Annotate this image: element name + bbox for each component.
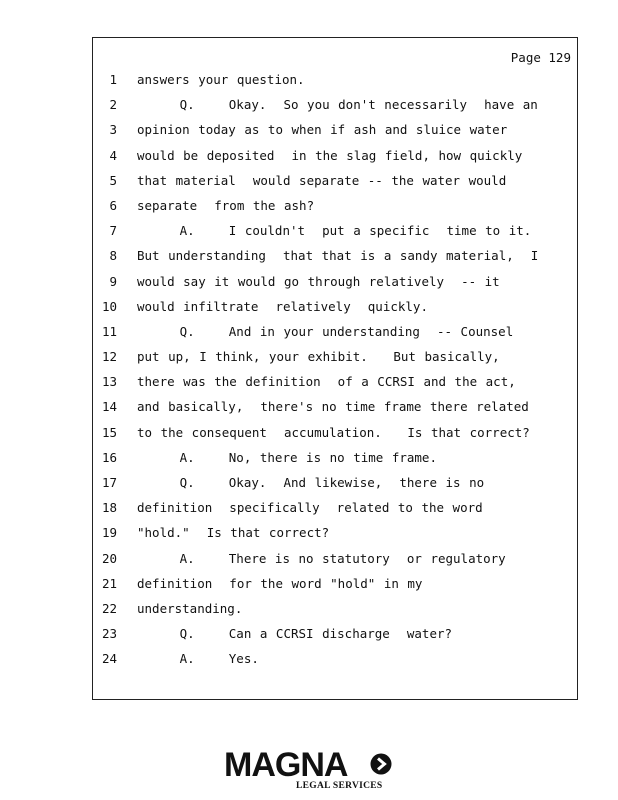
transcript-line bbox=[93, 424, 577, 449]
transcript-line bbox=[93, 71, 577, 96]
line-text: But understanding that that is a sandy material, I bbox=[137, 248, 539, 264]
transcript-line bbox=[93, 348, 577, 373]
line-number: 12 bbox=[101, 349, 117, 365]
line-text: "hold." Is that correct? bbox=[137, 525, 330, 541]
line-text: that material would separate -- the water would bbox=[137, 172, 507, 188]
transcript-line bbox=[93, 600, 577, 625]
chevron-right-circle-icon bbox=[370, 753, 392, 775]
line-number: 22 bbox=[101, 600, 117, 616]
transcript-line bbox=[93, 499, 577, 524]
line-number: 11 bbox=[101, 323, 117, 339]
transcript-line bbox=[93, 650, 577, 675]
line-number: 3 bbox=[109, 122, 117, 138]
line-text: A. Yes. bbox=[137, 651, 259, 667]
transcript-line bbox=[93, 96, 577, 121]
line-text: A. No, there is no time frame. bbox=[137, 449, 437, 465]
magna-logo bbox=[224, 748, 404, 794]
line-text: Q. Okay. And likewise, there is no bbox=[137, 475, 485, 490]
transcript-line bbox=[93, 449, 577, 474]
transcript-line bbox=[93, 398, 577, 423]
line-text: understanding. bbox=[137, 600, 243, 616]
line-number: 7 bbox=[109, 223, 117, 239]
transcript-line bbox=[93, 222, 577, 247]
transcript-line bbox=[93, 147, 577, 172]
transcript-lines bbox=[93, 71, 577, 676]
line-number: 24 bbox=[101, 651, 117, 667]
transcript-line bbox=[93, 121, 577, 146]
line-text: to the consequent accumulation. Is that correct? bbox=[137, 424, 530, 440]
line-text: there was the definition of a CCRSI and the act, bbox=[137, 374, 516, 390]
line-number: 23 bbox=[101, 626, 117, 642]
line-text: definition specifically related to the word bbox=[137, 500, 483, 516]
transcript-line bbox=[93, 550, 577, 575]
transcript-line bbox=[93, 625, 577, 650]
line-number: 10 bbox=[101, 298, 117, 314]
line-number: 4 bbox=[109, 147, 117, 163]
line-number: 15 bbox=[101, 424, 117, 440]
transcript-line bbox=[93, 247, 577, 272]
line-number: 14 bbox=[101, 399, 117, 415]
line-text: A. I couldn't put a specific time to it. bbox=[137, 223, 532, 239]
transcript-line bbox=[93, 273, 577, 298]
transcript-line bbox=[93, 197, 577, 222]
line-number: 13 bbox=[101, 374, 117, 390]
line-text: A. There is no statutory or regulatory bbox=[137, 550, 506, 566]
line-text: definition for the word "hold" in my bbox=[137, 575, 423, 591]
transcript-line bbox=[93, 373, 577, 398]
line-text: opinion today as to when if ash and sluice water bbox=[137, 122, 508, 138]
line-number: 5 bbox=[109, 172, 117, 188]
line-text: answers your question. bbox=[137, 72, 305, 87]
line-number: 20 bbox=[101, 550, 117, 566]
line-number: 17 bbox=[101, 475, 117, 490]
line-number: 2 bbox=[109, 97, 117, 113]
line-text: separate from the ash? bbox=[137, 197, 315, 213]
line-text: and basically, there's no time frame there related bbox=[137, 399, 529, 415]
line-text: put up, I think, your exhibit. But basically, bbox=[137, 349, 500, 365]
line-number: 21 bbox=[101, 575, 117, 591]
line-text: Q. And in your understanding -- Counsel bbox=[137, 323, 514, 339]
line-number: 19 bbox=[101, 525, 117, 541]
line-text: Q. Okay. So you don't necessarily have an bbox=[137, 97, 538, 113]
line-text: would be deposited in the slag field, how quickly bbox=[137, 147, 523, 163]
line-number: 9 bbox=[109, 273, 117, 289]
line-number: 16 bbox=[101, 449, 117, 465]
logo-subtitle: LEGAL SERVICES bbox=[296, 781, 383, 791]
line-number: 1 bbox=[109, 72, 117, 87]
transcript-line bbox=[93, 575, 577, 600]
transcript-page-frame bbox=[92, 37, 578, 700]
transcript-line bbox=[93, 474, 577, 499]
line-text: Q. Can a CCRSI discharge water? bbox=[137, 626, 453, 642]
transcript-line bbox=[93, 323, 577, 348]
line-number: 8 bbox=[109, 248, 117, 264]
line-text: would say it would go through relatively -- it bbox=[137, 273, 500, 289]
line-number: 18 bbox=[101, 500, 117, 516]
transcript-line bbox=[93, 172, 577, 197]
line-text: would infiltrate relatively quickly. bbox=[137, 298, 428, 314]
transcript-line bbox=[93, 298, 577, 323]
transcript-line bbox=[93, 524, 577, 549]
logo-wordmark: MAGNA bbox=[224, 746, 348, 784]
line-number: 6 bbox=[109, 197, 117, 213]
page-number-label: Page 129 bbox=[510, 50, 571, 65]
